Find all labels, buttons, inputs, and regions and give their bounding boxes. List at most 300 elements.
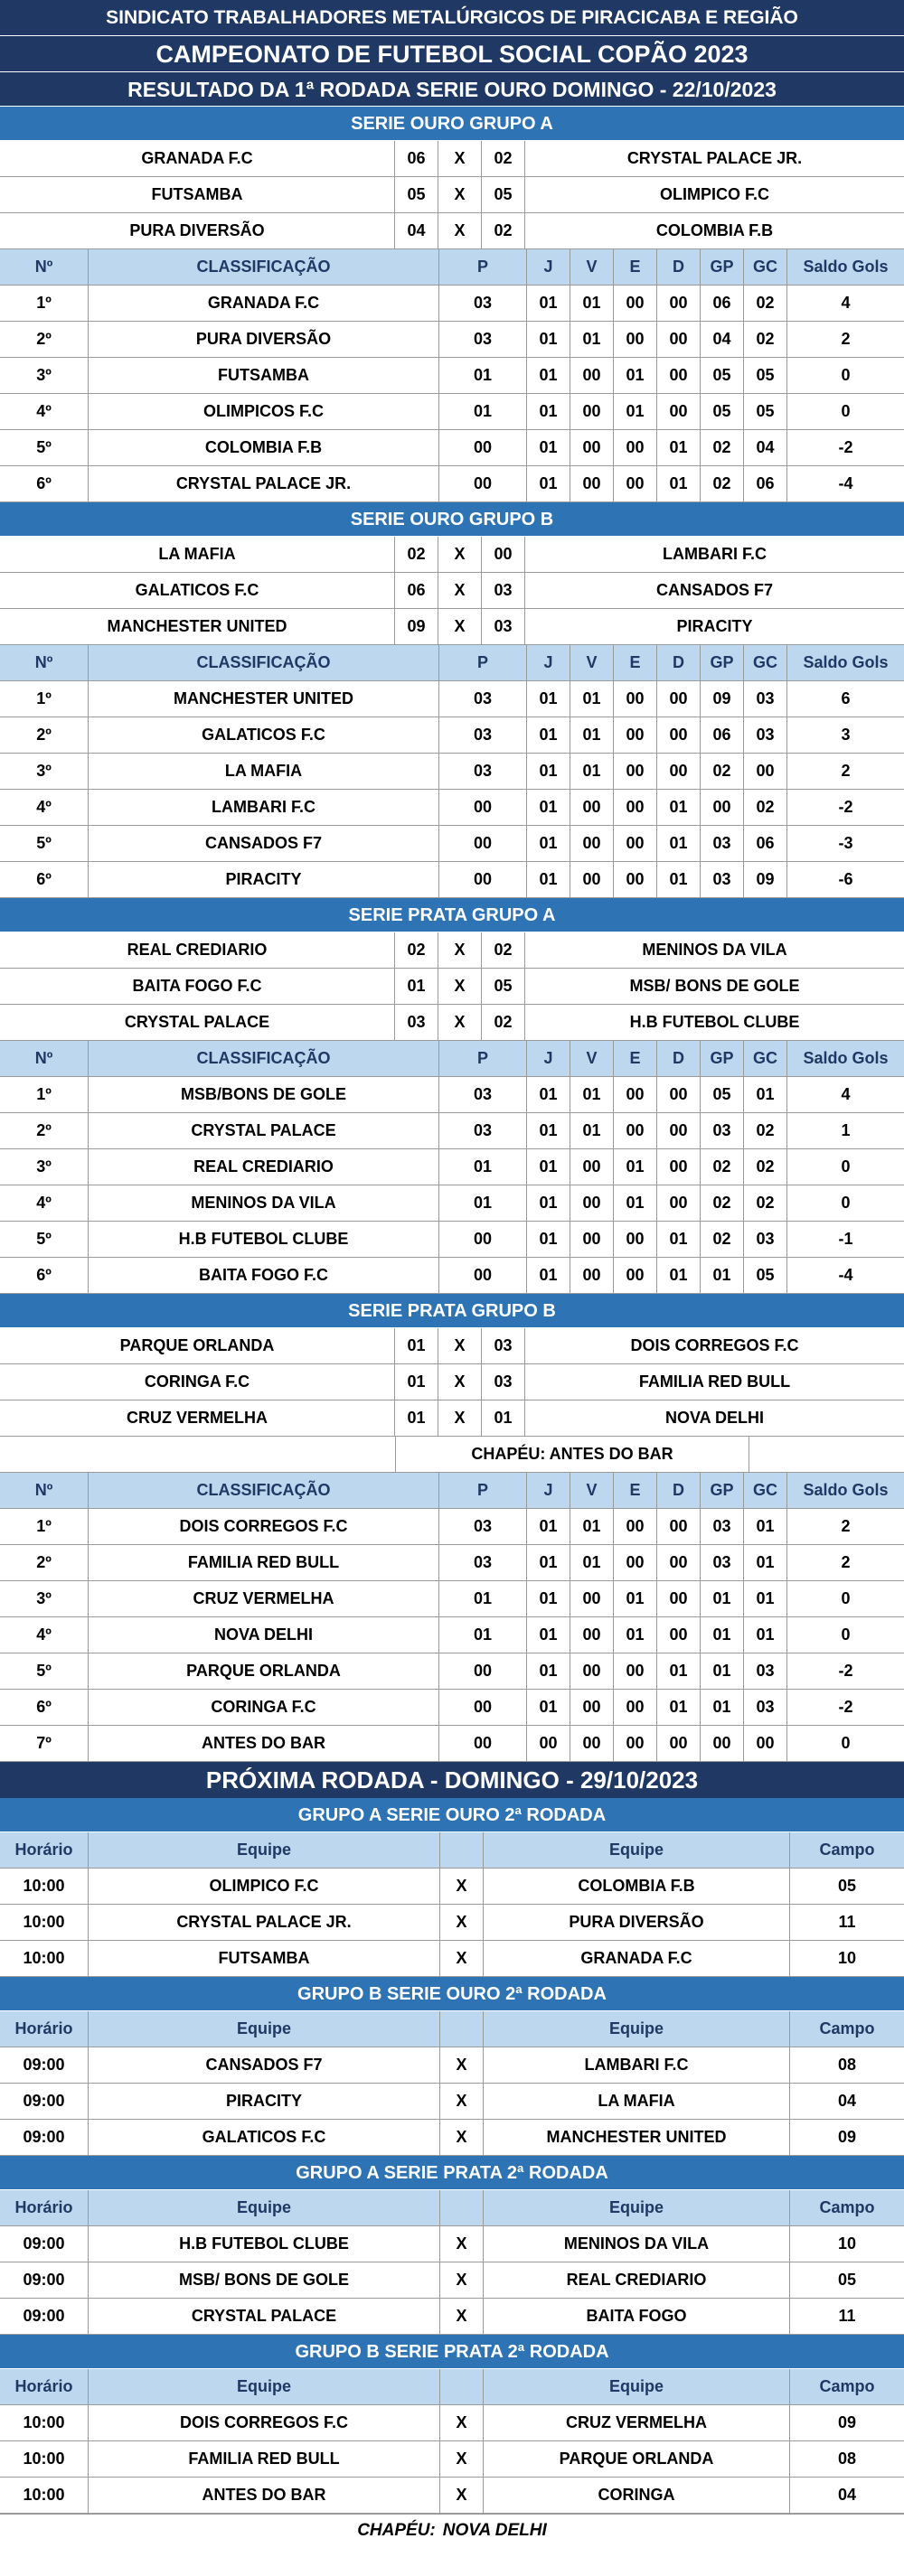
- wins: 00: [570, 790, 614, 825]
- bye-note: CHAPÉU: ANTES DO BAR: [395, 1437, 749, 1472]
- field-number: 05: [837, 1877, 857, 1895]
- match-row: [0, 537, 904, 573]
- header-goal-difference: Saldo Gols: [803, 653, 889, 671]
- played: 01: [527, 862, 570, 897]
- fixture-group-title: GRUPO A SERIE PRATA 2ª RODADA: [0, 2156, 904, 2190]
- goal-difference: -6: [838, 870, 853, 888]
- fixtures-header: [0, 2011, 904, 2047]
- standings-row: [0, 1185, 904, 1222]
- goal-difference: -1: [838, 1230, 853, 1248]
- kickoff-time: 10:00: [0, 2441, 89, 2477]
- points: 00: [439, 430, 527, 465]
- home-team: OLIMPICO F.C: [89, 1869, 440, 1904]
- team-name: PIRACITY: [89, 862, 439, 897]
- position: 5º: [0, 430, 89, 465]
- home-team: MSB/ BONS DE GOLE: [89, 2262, 440, 2298]
- points: 01: [439, 1617, 527, 1653]
- home-team: PURA DIVERSÃO: [0, 213, 395, 248]
- home-team: CORINGA F.C: [0, 1364, 395, 1400]
- home-team: MANCHESTER UNITED: [0, 609, 395, 644]
- team-name: CRUZ VERMELHA: [89, 1581, 439, 1616]
- losses: 01: [657, 430, 701, 465]
- versus-mark: X: [440, 2478, 484, 2513]
- header-wins: V: [570, 1473, 614, 1508]
- draws: 01: [614, 358, 657, 393]
- away-team: MENINOS DA VILA: [484, 2226, 790, 2262]
- team-name: OLIMPICOS F.C: [89, 394, 439, 429]
- goals-against: 02: [744, 322, 787, 357]
- goals-against: 03: [744, 1222, 787, 1257]
- home-team: DOIS CORREGOS F.C: [89, 2405, 440, 2440]
- away-score: 02: [482, 932, 525, 968]
- played: 01: [527, 1149, 570, 1185]
- position: 7º: [0, 1726, 89, 1761]
- draws: 00: [614, 862, 657, 897]
- played: 01: [527, 1545, 570, 1580]
- versus-mark: X: [440, 2441, 484, 2477]
- versus-mark: X: [438, 537, 482, 572]
- header-goal-difference: Saldo Gols: [803, 1049, 889, 1067]
- position: 6º: [0, 1258, 89, 1293]
- field-number: 08: [837, 2450, 857, 2468]
- header-draws: E: [614, 1041, 657, 1076]
- fixtures-header: [0, 1832, 904, 1869]
- away-team: MANCHESTER UNITED: [484, 2120, 790, 2155]
- wins: 00: [570, 1690, 614, 1725]
- header-position: Nº: [0, 249, 89, 285]
- home-score: 01: [395, 1328, 438, 1363]
- wins: 00: [570, 466, 614, 501]
- played: 01: [527, 1185, 570, 1221]
- goal-difference: -3: [838, 834, 853, 852]
- away-score: 05: [482, 969, 525, 1004]
- position: 2º: [0, 322, 89, 357]
- header-field-number: Campo: [819, 2198, 875, 2216]
- standings-row: [0, 322, 904, 358]
- position: 6º: [0, 1690, 89, 1725]
- goal-difference: -2: [838, 798, 853, 816]
- home-team: CRUZ VERMELHA: [0, 1400, 395, 1436]
- away-score: 02: [482, 141, 525, 176]
- away-team: MSB/ BONS DE GOLE: [629, 977, 800, 995]
- header-home-team: Equipe: [89, 2011, 440, 2047]
- played: 01: [527, 322, 570, 357]
- points: 01: [439, 1185, 527, 1221]
- goal-difference: 4: [841, 294, 851, 312]
- standings-row: [0, 466, 904, 502]
- wins: 01: [570, 1077, 614, 1112]
- away-score: 01: [482, 1400, 525, 1436]
- header-versus-mark: [440, 2369, 484, 2404]
- versus-mark: X: [438, 969, 482, 1004]
- goals-against: 03: [744, 717, 787, 753]
- position: 5º: [0, 1222, 89, 1257]
- goals-against: 02: [744, 790, 787, 825]
- standings-row: [0, 286, 904, 322]
- versus-mark: X: [440, 2299, 484, 2334]
- versus-mark: X: [440, 2262, 484, 2298]
- goals-for: 01: [701, 1653, 744, 1689]
- match-row: [0, 1400, 904, 1437]
- header-away-team: Equipe: [484, 1832, 790, 1868]
- header-wins: V: [570, 1041, 614, 1076]
- bye-footer: [0, 2514, 904, 2546]
- goal-difference: -4: [838, 474, 853, 492]
- match-row: [0, 177, 904, 213]
- standings-row: [0, 754, 904, 790]
- versus-mark: X: [440, 2047, 484, 2083]
- header-field-number: Campo: [819, 2377, 875, 2395]
- kickoff-time: 10:00: [0, 1905, 89, 1940]
- goals-against: 06: [744, 826, 787, 861]
- points: 03: [439, 322, 527, 357]
- standings-row: [0, 1581, 904, 1617]
- versus-mark: X: [438, 609, 482, 644]
- header-draws: E: [614, 645, 657, 680]
- draws: 00: [614, 754, 657, 789]
- losses: 00: [657, 286, 701, 321]
- goals-for: 00: [701, 790, 744, 825]
- away-team: FAMILIA RED BULL: [638, 1372, 791, 1391]
- home-team: CANSADOS F7: [89, 2047, 440, 2083]
- header-wins: V: [570, 645, 614, 680]
- kickoff-time: 09:00: [0, 2226, 89, 2262]
- versus-mark: X: [438, 573, 482, 608]
- versus-mark: X: [438, 177, 482, 212]
- losses: 00: [657, 1617, 701, 1653]
- points: 00: [439, 862, 527, 897]
- played: 01: [527, 430, 570, 465]
- home-team: CRYSTAL PALACE: [89, 2299, 440, 2334]
- away-team: COLOMBIA F.B: [655, 221, 774, 239]
- goals-against: 00: [744, 754, 787, 789]
- standings-header: [0, 1473, 904, 1509]
- wins: 01: [570, 286, 614, 321]
- bye-row: [0, 1437, 904, 1473]
- draws: 01: [614, 394, 657, 429]
- wins: 00: [570, 826, 614, 861]
- header-draws: E: [614, 1473, 657, 1508]
- standings-row: [0, 1726, 904, 1762]
- header-goals-against: GC: [744, 249, 787, 285]
- losses: 01: [657, 790, 701, 825]
- versus-mark: X: [440, 1941, 484, 1976]
- losses: 00: [657, 1077, 701, 1112]
- goal-difference: 1: [841, 1121, 851, 1139]
- goals-against: 01: [744, 1077, 787, 1112]
- goal-difference: 4: [841, 1085, 851, 1103]
- header-position: Nº: [0, 1473, 89, 1508]
- goals-for: 02: [701, 1149, 744, 1185]
- wins: 01: [570, 754, 614, 789]
- draws: 00: [614, 1653, 657, 1689]
- fixture-row: [0, 2226, 904, 2262]
- away-team: CANSADOS F7: [655, 581, 773, 599]
- played: 01: [527, 466, 570, 501]
- goal-difference: 0: [841, 1157, 851, 1176]
- goals-against: 02: [744, 1185, 787, 1221]
- wins: 00: [570, 1581, 614, 1616]
- versus-mark: X: [440, 1905, 484, 1940]
- draws: 00: [614, 1222, 657, 1257]
- goals-against: 03: [744, 1653, 787, 1689]
- away-team: CRUZ VERMELHA: [484, 2405, 790, 2440]
- field-number: 04: [837, 2486, 857, 2504]
- away-team: LA MAFIA: [484, 2084, 790, 2119]
- match-row: [0, 141, 904, 177]
- losses: 00: [657, 1185, 701, 1221]
- losses: 00: [657, 358, 701, 393]
- versus-mark: X: [438, 1400, 482, 1436]
- match-row: [0, 213, 904, 249]
- losses: 00: [657, 1149, 701, 1185]
- played: 01: [527, 681, 570, 717]
- goals-for: 03: [701, 862, 744, 897]
- away-team: DOIS CORREGOS F.C: [630, 1336, 799, 1354]
- goals-against: 01: [744, 1617, 787, 1653]
- kickoff-time: 10:00: [0, 2405, 89, 2440]
- wins: 00: [570, 1149, 614, 1185]
- draws: 00: [614, 322, 657, 357]
- versus-mark: X: [438, 141, 482, 176]
- goal-difference: 2: [841, 1517, 851, 1535]
- standings-row: [0, 1113, 904, 1149]
- wins: 00: [570, 1258, 614, 1293]
- home-score: 01: [395, 1400, 438, 1436]
- header-losses: D: [657, 1041, 701, 1076]
- standings-row: [0, 1617, 904, 1653]
- away-team: NOVA DELHI: [664, 1409, 764, 1427]
- points: 03: [439, 1113, 527, 1148]
- match-row: [0, 573, 904, 609]
- played: 01: [527, 1113, 570, 1148]
- away-score: 03: [482, 1364, 525, 1400]
- losses: 00: [657, 754, 701, 789]
- match-row: [0, 1364, 904, 1400]
- losses: 00: [657, 1726, 701, 1761]
- header-goals-for: GP: [701, 1041, 744, 1076]
- team-name: GALATICOS F.C: [89, 717, 439, 753]
- played: 01: [527, 1258, 570, 1293]
- header-goals-against: GC: [744, 1041, 787, 1076]
- field-number: 10: [837, 1949, 857, 1967]
- draws: 00: [614, 1509, 657, 1544]
- versus-mark: X: [440, 1869, 484, 1904]
- draws: 00: [614, 1726, 657, 1761]
- away-team: CORINGA: [484, 2478, 790, 2513]
- round-results-title: RESULTADO DA 1ª RODADA SERIE OURO DOMINGO - 22/10/2023: [0, 72, 904, 107]
- points: 00: [439, 1726, 527, 1761]
- goals-for: 00: [701, 1726, 744, 1761]
- header-home-team: Equipe: [89, 2369, 440, 2404]
- wins: 00: [570, 1653, 614, 1689]
- standings-row: [0, 1545, 904, 1581]
- wins: 01: [570, 1509, 614, 1544]
- points: 03: [439, 1509, 527, 1544]
- standings-row: [0, 790, 904, 826]
- wins: 01: [570, 717, 614, 753]
- losses: 00: [657, 681, 701, 717]
- fixture-group-title: GRUPO A SERIE OURO 2ª RODADA: [0, 1798, 904, 1832]
- goals-against: 09: [744, 862, 787, 897]
- standings-row: [0, 1258, 904, 1294]
- goals-for: 01: [701, 1690, 744, 1725]
- home-score: 05: [395, 177, 438, 212]
- team-name: H.B FUTEBOL CLUBE: [89, 1222, 439, 1257]
- team-name: PURA DIVERSÃO: [89, 322, 439, 357]
- goals-for: 03: [701, 1113, 744, 1148]
- played: 01: [527, 394, 570, 429]
- wins: 01: [570, 1113, 614, 1148]
- home-score: 03: [395, 1005, 438, 1040]
- next-round-container: [0, 1798, 904, 2514]
- points: 01: [439, 358, 527, 393]
- header-losses: D: [657, 249, 701, 285]
- draws: 00: [614, 1545, 657, 1580]
- points: 00: [439, 826, 527, 861]
- header-home-team: Equipe: [89, 1832, 440, 1868]
- wins: 00: [570, 394, 614, 429]
- wins: 00: [570, 1185, 614, 1221]
- standings-row: [0, 358, 904, 394]
- field-number: 09: [837, 2128, 857, 2146]
- home-team: REAL CREDIARIO: [0, 932, 395, 968]
- team-name: MENINOS DA VILA: [89, 1185, 439, 1221]
- versus-mark: X: [438, 932, 482, 968]
- losses: 00: [657, 1581, 701, 1616]
- losses: 00: [657, 394, 701, 429]
- position: 4º: [0, 790, 89, 825]
- draws: 00: [614, 466, 657, 501]
- home-score: 01: [395, 969, 438, 1004]
- played: 01: [527, 286, 570, 321]
- away-team: H.B FUTEBOL CLUBE: [629, 1013, 800, 1031]
- away-score: 03: [482, 573, 525, 608]
- fixture-row: [0, 1905, 904, 1941]
- goals-for: 05: [701, 358, 744, 393]
- standings-header: [0, 645, 904, 681]
- home-score: 02: [395, 537, 438, 572]
- kickoff-time: 10:00: [0, 1869, 89, 1904]
- team-name: ANTES DO BAR: [89, 1726, 439, 1761]
- header-position: Nº: [0, 645, 89, 680]
- versus-mark: X: [440, 2084, 484, 2119]
- losses: 01: [657, 1653, 701, 1689]
- draws: 00: [614, 1113, 657, 1148]
- points: 03: [439, 717, 527, 753]
- goals-for: 02: [701, 430, 744, 465]
- losses: 00: [657, 1113, 701, 1148]
- goal-difference: 0: [841, 1194, 851, 1212]
- goals-for: 06: [701, 717, 744, 753]
- played: 01: [527, 717, 570, 753]
- away-score: 02: [482, 1005, 525, 1040]
- team-name: PARQUE ORLANDA: [89, 1653, 439, 1689]
- standings-row: [0, 1149, 904, 1185]
- draws: 00: [614, 286, 657, 321]
- header-goals-against: GC: [744, 1473, 787, 1508]
- group-title: SERIE OURO GRUPO A: [0, 107, 904, 141]
- losses: 01: [657, 1690, 701, 1725]
- goals-for: 02: [701, 754, 744, 789]
- next-round-title: PRÓXIMA RODADA - DOMINGO - 29/10/2023: [0, 1762, 904, 1798]
- draws: 01: [614, 1185, 657, 1221]
- header-goals-for: GP: [701, 1473, 744, 1508]
- home-team: FAMILIA RED BULL: [89, 2441, 440, 2477]
- position: 1º: [0, 286, 89, 321]
- played: 01: [527, 1581, 570, 1616]
- bye-label: CHAPÉU:: [357, 2520, 436, 2540]
- goal-difference: 0: [841, 366, 851, 384]
- goals-against: 05: [744, 394, 787, 429]
- header-field-number: Campo: [819, 2019, 875, 2037]
- home-team: CRYSTAL PALACE: [0, 1005, 395, 1040]
- team-name: NOVA DELHI: [89, 1617, 439, 1653]
- wins: 00: [570, 1222, 614, 1257]
- versus-mark: X: [440, 2226, 484, 2262]
- points: 03: [439, 1077, 527, 1112]
- goals-for: 06: [701, 286, 744, 321]
- draws: 01: [614, 1581, 657, 1616]
- home-team: CRYSTAL PALACE JR.: [89, 1905, 440, 1940]
- standings-row: [0, 826, 904, 862]
- away-score: 03: [482, 609, 525, 644]
- versus-mark: X: [440, 2120, 484, 2155]
- wins: 01: [570, 322, 614, 357]
- header-team-name: CLASSIFICAÇÃO: [89, 1473, 439, 1508]
- away-team: PURA DIVERSÃO: [484, 1905, 790, 1940]
- position: 1º: [0, 1077, 89, 1112]
- fixture-row: [0, 2047, 904, 2084]
- fixture-group-title: GRUPO B SERIE OURO 2ª RODADA: [0, 1977, 904, 2011]
- header-team-name: CLASSIFICAÇÃO: [89, 1041, 439, 1076]
- header-kickoff-time: Horário: [0, 2011, 89, 2047]
- header-field-number: Campo: [819, 1841, 875, 1859]
- position: 6º: [0, 466, 89, 501]
- position: 3º: [0, 754, 89, 789]
- goals-for: 03: [701, 1545, 744, 1580]
- field-number: 11: [838, 2307, 856, 2325]
- home-team: ANTES DO BAR: [89, 2478, 440, 2513]
- goals-against: 02: [744, 1149, 787, 1185]
- goals-for: 02: [701, 1222, 744, 1257]
- header-kickoff-time: Horário: [0, 2190, 89, 2225]
- field-number: 09: [837, 2413, 857, 2431]
- draws: 00: [614, 1690, 657, 1725]
- home-team: GALATICOS F.C: [89, 2120, 440, 2155]
- played: 01: [527, 754, 570, 789]
- standings-row: [0, 717, 904, 754]
- points: 00: [439, 1222, 527, 1257]
- wins: 00: [570, 1617, 614, 1653]
- wins: 00: [570, 862, 614, 897]
- goal-difference: 3: [841, 726, 851, 744]
- position: 3º: [0, 1581, 89, 1616]
- position: 5º: [0, 1653, 89, 1689]
- away-team: REAL CREDIARIO: [484, 2262, 790, 2298]
- group-title: SERIE OURO GRUPO B: [0, 502, 904, 537]
- position: 2º: [0, 1545, 89, 1580]
- goal-difference: 0: [841, 402, 851, 420]
- header-kickoff-time: Horário: [0, 1832, 89, 1868]
- points: 00: [439, 1258, 527, 1293]
- header-kickoff-time: Horário: [0, 2369, 89, 2404]
- away-team: LAMBARI F.C: [663, 545, 767, 563]
- fixture-row: [0, 2478, 904, 2514]
- home-team: LA MAFIA: [0, 537, 395, 572]
- points: 00: [439, 790, 527, 825]
- team-name: FAMILIA RED BULL: [89, 1545, 439, 1580]
